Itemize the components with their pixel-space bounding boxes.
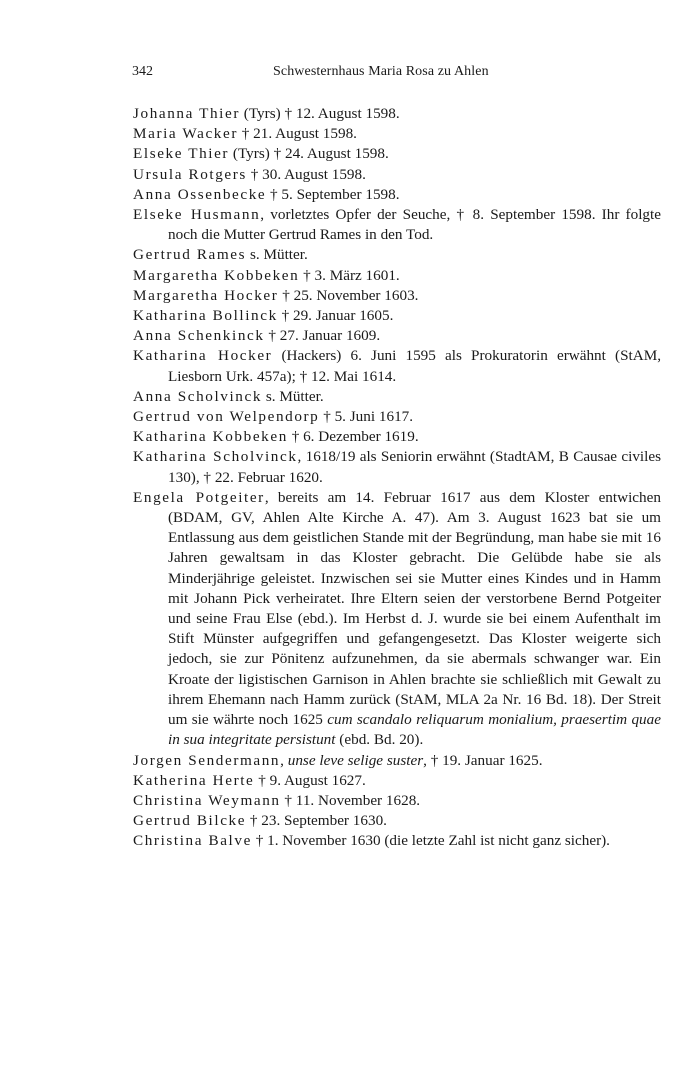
entry-detail: † 1. November 1630 (die letzte Zahl ist nicht ganz sicher).: [251, 832, 610, 850]
entry-item: [133, 771, 661, 791]
entry-detail: † 5. September 1598.: [266, 185, 400, 203]
entry-item: [133, 751, 661, 771]
entry-item: [133, 791, 661, 811]
entry-detail: (Tyrs) † 24. August 1598.: [229, 145, 389, 163]
entry-item: [133, 266, 661, 286]
entry-detail: † 23. September 1630.: [246, 812, 387, 830]
entry-item: [133, 286, 661, 306]
entry-name: Gertrud Bilcke: [133, 812, 247, 830]
entry-item: [133, 488, 661, 751]
entry-item: [133, 326, 661, 346]
entry-name: Maria Wacker: [133, 125, 238, 143]
entry-name: Katharina Scholvinck: [133, 448, 298, 466]
entry-detail: † 29. Januar 1605.: [277, 307, 394, 325]
entry-item: [133, 811, 661, 831]
entry-detail: † 5. Juni 1617.: [319, 408, 414, 426]
entry-name: Christina Balve: [133, 832, 252, 850]
entry-item: [133, 205, 661, 245]
entry-detail: s. Mütter.: [246, 246, 308, 264]
entry-item: [133, 427, 661, 447]
entry-item: [133, 185, 661, 205]
entry-detail: , bereits am 14. Februar 1617 aus dem Kloster entwichen (BDAM, GV, Ahlen Alte Kirche A. 47). Am 3. August 1623 bat sie um Entlassung aus dem geistlichen Stande mit der Begründung, man habe sie mit 16 Jahren gewaltsam in das Kloster gebracht. Die Gelübde habe sie als Minderjährige geleistet. Inzwischen sei sie Mutter eines Kindes und in Hamm mit Johann Pick verheiratet. Ihre Eltern seien der verstorbene Bernd Potgeiter und seine Frau Else (ebd.). Im Herbst d. J. wurde sie bei einem Aufenthalt im Stift Münster aufgegriffen und gefangengesetzt. Das Kloster weigerte sich jedoch, sie zur Pönitenz aufzunehmen, da sie abermals schwanger war. Ein Kroate der ligistischen Garnison in Ahlen brachte sie schließlich mit Gewalt zu ihrem Ehemann nach Hamm zurück (StAM, MLA 2a Nr. 16 Bd. 18). Der Streit um sie währte noch 1625: [168, 488, 661, 729]
entry-detail-after: (ebd. Bd. 20).: [335, 731, 424, 749]
entry-item: [133, 407, 661, 427]
entry-name: Katharina Kobbeken: [133, 428, 288, 446]
entry-name: Katherina Herte: [133, 771, 255, 789]
entry-name: Anna Ossenbecke: [133, 185, 267, 203]
entry-detail: † 21. August 1598.: [237, 125, 357, 143]
entry-name: Margaretha Hocker: [133, 286, 279, 304]
entry-detail: , vorletztes Opfer der Seuche, † 8. September 1598. Ihr folgte noch die Mutter Gertrud Rames in den Tod.: [168, 206, 661, 244]
entry-name: Katharina Bollinck: [133, 307, 278, 325]
entry-list: [133, 104, 661, 852]
entry-name: Engela Potgeiter: [133, 488, 265, 506]
entry-name: Jorgen Sendermann: [133, 751, 281, 769]
entry-item: [133, 447, 661, 487]
entry-detail: (Tyrs) † 12. August 1598.: [239, 105, 400, 122]
entry-detail: , 1618/19 als Seniorin erwähnt (StadtAM, B Causae civiles 130), † 22. Februar 1620.: [168, 448, 661, 486]
entry-item: [133, 144, 661, 164]
entry-name: Gertrud von Welpendorp: [133, 408, 320, 426]
entry-detail: † 27. Januar 1609.: [264, 327, 381, 345]
entry-name: Ursula Rotgers: [133, 165, 247, 183]
entry-detail: † 25. November 1603.: [278, 286, 419, 304]
entry-name: Anna Schenkinck: [133, 327, 265, 345]
entry-name: Christina Weymann: [133, 791, 281, 809]
page-number: 342: [132, 64, 153, 79]
entry-name: Katharina Hocker: [133, 347, 273, 365]
entry-name: Gertrud Rames: [133, 246, 247, 264]
entry-item: [133, 245, 661, 265]
entry-name: Johanna Thier: [133, 105, 240, 122]
entry-detail: (Hackers) 6. Juni 1595 als Prokuratorin erwähnt (StAM, Liesborn Urk. 457a); † 12. Mai 1614.: [168, 347, 662, 385]
entry-name: Anna Scholvinck: [133, 387, 263, 405]
entry-detail: † 30. August 1598.: [246, 165, 366, 183]
entry-detail-italic: cum scandalo reliquarum monialium, praesertim quae in sua integritate persistunt: [168, 711, 661, 749]
entry-detail: s. Mütter.: [262, 387, 324, 405]
entry-item: [133, 346, 661, 386]
entry-item: [133, 124, 661, 144]
entry-detail-italic: unse leve selige suster: [287, 751, 424, 769]
entry-detail: † 6. Dezember 1619.: [287, 428, 419, 446]
entry-name: Elseke Husmann: [133, 206, 261, 224]
entry-name: Elseke Thier: [133, 145, 230, 163]
entry-name: Margaretha Kobbeken: [133, 266, 300, 284]
entry-detail: ,: [280, 751, 288, 769]
entry-detail: † 11. November 1628.: [280, 791, 421, 809]
entry-item: [133, 387, 661, 407]
entry-item: [133, 306, 661, 326]
entry-detail: † 3. März 1601.: [299, 266, 400, 284]
running-head: [132, 64, 662, 84]
entry-item: [133, 104, 661, 124]
entry-item: [133, 831, 661, 851]
entry-detail: † 9. August 1627.: [254, 771, 366, 789]
entry-item: [133, 165, 661, 185]
entry-detail-after: , † 19. Januar 1625.: [423, 751, 543, 769]
running-title: Schwesternhaus Maria Rosa zu Ahlen: [273, 64, 489, 79]
